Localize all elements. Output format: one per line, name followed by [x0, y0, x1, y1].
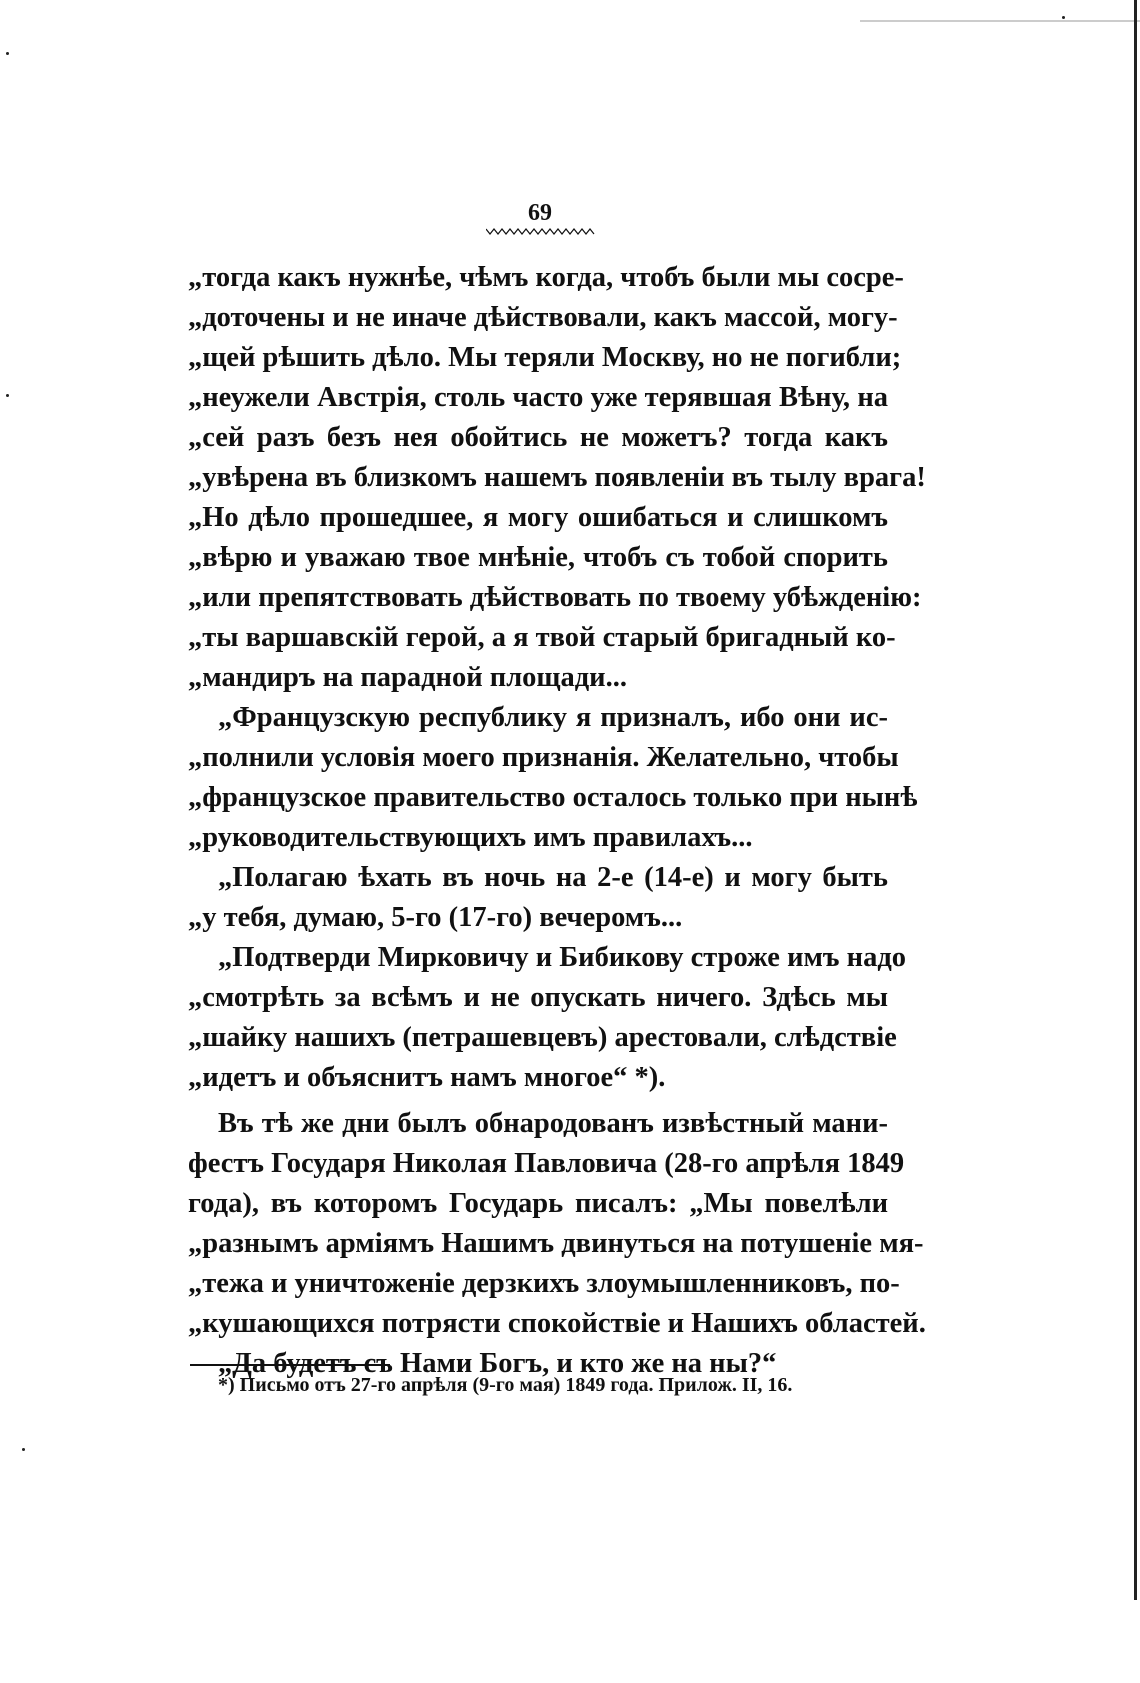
page-number: 69 [528, 200, 552, 226]
text-line: „полнили условія моего признанія. Желательно, чтобы [188, 742, 899, 773]
scan-speck [1062, 16, 1065, 19]
text-line: года), въ которомъ Государь писалъ: „Мы повелѣли [188, 1188, 888, 1219]
text-line: „тежа и уничтоженіе дерзкихъ злоумышленниковъ, по- [188, 1268, 900, 1299]
text-line: „щей рѣшить дѣло. Мы теряли Москву, но не погибли; [188, 342, 902, 373]
scan-speck [22, 1448, 25, 1451]
text-line: „Да будетъ съ Нами Богъ, и кто же на ны?“ [218, 1348, 777, 1379]
text-line: „вѣрю и уважаю твое мнѣніе, чтобъ съ тобой спорить [188, 542, 888, 573]
text-line: „Полагаю ѣхать въ ночь на 2-е (14-е) и могу быть [218, 862, 888, 893]
text-line: „шайку нашихъ (петрашевцевъ) арестовали, слѣдствіе [188, 1022, 897, 1053]
text-line: „разнымъ арміямъ Нашимъ двинуться на потушеніе мя- [188, 1228, 924, 1259]
scan-speck [6, 394, 9, 397]
text-line: „французское правительство осталось только при нынѣ [188, 782, 918, 813]
scan-top-edge [860, 20, 1140, 22]
scan-speck [6, 52, 9, 55]
text-line: „Французскую республику я призналъ, ибо они ис- [218, 702, 888, 733]
scan-right-edge [1134, 0, 1137, 1600]
text-line: фестъ Государя Николая Павловича (28-го апрѣля 1849 [188, 1148, 905, 1179]
text-line: Въ тѣ же дни былъ обнародованъ извѣстный мани- [218, 1108, 888, 1139]
text-line: „или препятствовать дѣйствовать по твоему убѣжденію: [188, 582, 922, 613]
footnote-divider [190, 1364, 390, 1366]
text-line: „идетъ и объяснитъ намъ многое“ *). [188, 1062, 666, 1093]
text-line: „у тебя, думаю, 5-го (17-го) вечеромъ... [188, 902, 683, 933]
text-line: „кушающихся потрясти спокойствіе и Нашихъ областей. [188, 1308, 926, 1339]
text-line: „тогда какъ нужнѣе, чѣмъ когда, чтобъ были мы сосре- [188, 262, 904, 293]
page-number-ornament [486, 226, 596, 236]
text-line: „смотрѣть за всѣмъ и не опускать ничего. Здѣсь мы [188, 982, 888, 1013]
text-line: „Подтверди Мирковичу и Бибикову строже имъ надо [218, 942, 906, 973]
footnote: *) Письмо отъ 27-го апрѣля (9-го мая) 1849 года. Прилож. II, 16. [218, 1374, 793, 1396]
text-line: „доточены и не иначе дѣйствовали, какъ массой, могу- [188, 302, 898, 333]
text-line: „неужели Австрія, столь часто уже терявшая Вѣну, на [188, 382, 888, 413]
text-line: „сей разъ безъ нея обойтись не можетъ? тогда какъ [188, 422, 888, 453]
body-text [188, 258, 926, 1384]
text-line: „увѣрена въ близкомъ нашемъ появленіи въ тылу врага! [188, 462, 926, 493]
text-line: „мандиръ на парадной площади... [188, 662, 627, 693]
text-line: „руководительствующихъ имъ правилахъ... [188, 822, 753, 853]
text-line: „Но дѣло прошедшее, я могу ошибаться и слишкомъ [188, 502, 888, 533]
text-line: „ты варшавскій герой, а я твой старый бригадный ко- [188, 622, 896, 653]
